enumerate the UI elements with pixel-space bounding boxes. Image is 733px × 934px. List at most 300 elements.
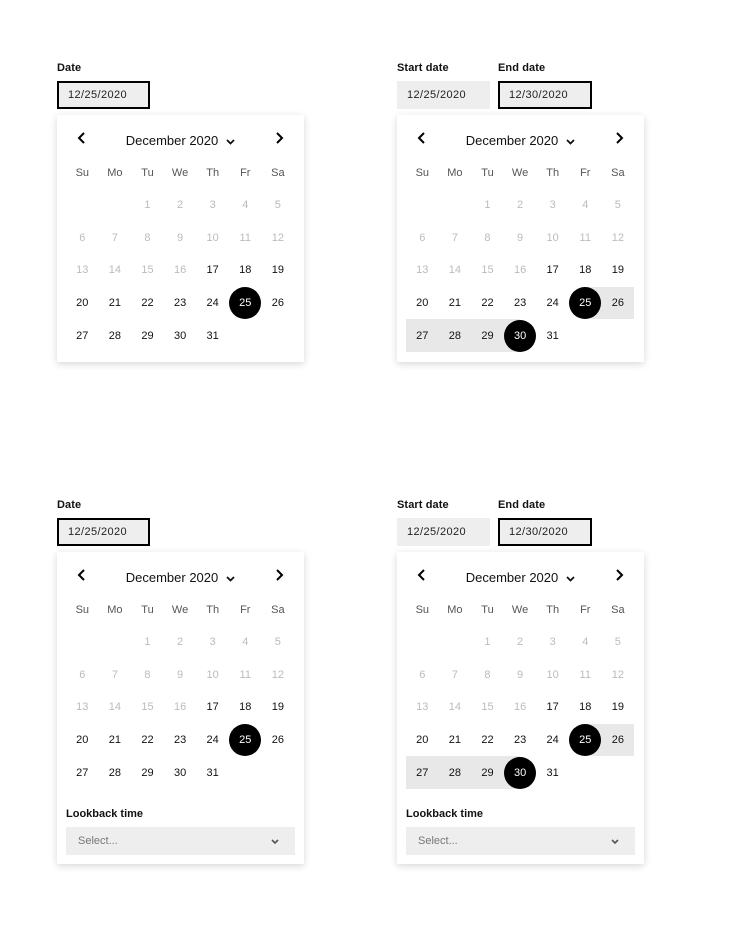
weekday-label: We — [511, 167, 529, 179]
day-cell[interactable] — [504, 319, 537, 352]
weekday-label: Th — [546, 604, 560, 616]
day-number: 18 — [239, 264, 252, 277]
day-number: 5 — [274, 199, 281, 212]
calendar-week-row — [406, 319, 634, 352]
day-cell[interactable] — [131, 724, 164, 757]
day-number: 7 — [111, 668, 118, 681]
weekday-label: Mo — [447, 604, 463, 616]
day-cell[interactable] — [569, 254, 602, 287]
empty-day-cell — [406, 626, 439, 659]
calendar-header — [397, 129, 644, 151]
day-number: 27 — [76, 766, 89, 779]
day-cell[interactable] — [504, 756, 537, 789]
day-number: 23 — [513, 297, 527, 310]
month-year-label: December 2020 — [465, 569, 559, 585]
month-year-dropdown[interactable] — [456, 566, 586, 588]
day-number: 27 — [76, 329, 89, 342]
day-cell[interactable] — [131, 287, 164, 320]
day-cell — [164, 691, 197, 724]
day-number: 29 — [481, 766, 494, 779]
day-number: 26 — [271, 297, 284, 310]
day-number: 25 — [569, 724, 601, 756]
day-cell — [504, 222, 537, 255]
input-value: 12/25/2020 — [68, 89, 128, 101]
weekday-label: We — [171, 167, 189, 179]
weekday-label: Th — [206, 604, 220, 616]
day-number: 19 — [611, 264, 624, 277]
calendar-week-row — [66, 287, 294, 320]
day-number: 20 — [416, 734, 429, 747]
day-number: 14 — [448, 264, 462, 277]
next-month-button[interactable] — [268, 129, 290, 151]
day-cell[interactable] — [569, 691, 602, 724]
day-cell[interactable] — [602, 254, 635, 287]
day-cell[interactable] — [196, 724, 229, 757]
weekday-label: Th — [206, 167, 220, 179]
month-year-dropdown[interactable] — [116, 566, 246, 588]
prev-month-button[interactable] — [411, 129, 433, 151]
day-number: 13 — [76, 701, 89, 714]
day-number: 18 — [579, 264, 592, 277]
empty-day-cell — [229, 319, 262, 352]
day-cell[interactable] — [439, 724, 472, 757]
day-cell — [504, 189, 537, 222]
day-cell — [196, 222, 229, 255]
day-cell[interactable] — [66, 756, 99, 789]
day-number: 16 — [513, 701, 527, 714]
month-year-label: December 2020 — [465, 132, 559, 148]
weekday-label: Sa — [271, 604, 285, 616]
day-number: 23 — [513, 734, 527, 747]
next-month-button[interactable] — [608, 566, 630, 588]
day-number: 15 — [481, 264, 494, 277]
day-cell[interactable] — [262, 254, 295, 287]
day-cell[interactable] — [536, 287, 569, 320]
calendar-header — [397, 566, 644, 588]
calendar-week-row — [66, 222, 294, 255]
date-input[interactable] — [57, 518, 150, 546]
prev-month-button[interactable] — [411, 566, 433, 588]
day-cell — [504, 659, 537, 692]
lookback-placeholder: Select... — [78, 835, 118, 847]
day-number: 22 — [141, 734, 154, 747]
calendar-header — [57, 566, 304, 588]
empty-day-cell — [569, 319, 602, 352]
day-cell[interactable] — [229, 287, 262, 320]
lookback-time-select[interactable] — [66, 827, 295, 855]
chevron-right-icon — [274, 131, 284, 149]
day-number: 16 — [173, 701, 187, 714]
chevron-left-icon — [77, 131, 87, 149]
calendar-grid — [66, 189, 294, 352]
day-number: 31 — [206, 329, 219, 342]
day-cell — [406, 659, 439, 692]
day-cell[interactable] — [164, 287, 197, 320]
day-number: 15 — [141, 264, 154, 277]
empty-day-cell — [262, 319, 295, 352]
day-number: 2 — [177, 636, 184, 649]
day-number: 31 — [206, 766, 219, 779]
calendar-popover — [397, 115, 644, 362]
calendar-week-row — [66, 724, 294, 757]
day-cell[interactable] — [196, 319, 229, 352]
day-number: 12 — [611, 231, 624, 244]
day-number: 17 — [206, 701, 219, 714]
date-input[interactable] — [57, 81, 150, 109]
day-number: 8 — [144, 668, 151, 681]
month-year-label: December 2020 — [125, 569, 219, 585]
day-number: 9 — [177, 668, 184, 681]
input-value: 12/30/2020 — [509, 526, 569, 538]
day-cell[interactable] — [471, 287, 504, 320]
day-number: 1 — [144, 636, 151, 649]
day-number: 20 — [76, 297, 89, 310]
day-number: 6 — [419, 231, 426, 244]
day-number: 11 — [239, 231, 251, 244]
day-cell[interactable] — [164, 319, 197, 352]
day-cell[interactable] — [99, 724, 132, 757]
day-cell — [471, 254, 504, 287]
day-cell — [471, 691, 504, 724]
lookback-time-select[interactable] — [406, 827, 635, 855]
day-cell — [536, 626, 569, 659]
empty-day-cell — [569, 756, 602, 789]
day-number: 2 — [177, 199, 184, 212]
day-number: 14 — [448, 701, 462, 714]
day-number: 25 — [229, 287, 261, 319]
lookback-placeholder: Select... — [418, 835, 458, 847]
day-cell — [536, 222, 569, 255]
day-cell[interactable] — [504, 724, 537, 757]
day-cell — [569, 626, 602, 659]
day-cell — [131, 222, 164, 255]
day-cell — [439, 254, 472, 287]
day-cell — [471, 189, 504, 222]
day-cell[interactable] — [439, 319, 472, 352]
empty-day-cell — [262, 756, 295, 789]
day-number: 25 — [569, 287, 601, 319]
day-cell — [164, 189, 197, 222]
weekday-header-row — [66, 604, 294, 616]
day-cell[interactable] — [99, 756, 132, 789]
day-number: 30 — [504, 757, 536, 789]
start-date-label: Start date — [397, 499, 449, 511]
weekday-label: Th — [546, 167, 560, 179]
day-cell[interactable] — [406, 287, 439, 320]
day-cell — [196, 659, 229, 692]
weekday-label: Tu — [141, 167, 154, 179]
day-cell — [131, 626, 164, 659]
day-cell[interactable] — [196, 254, 229, 287]
day-cell[interactable] — [602, 724, 635, 757]
day-number: 27 — [416, 766, 429, 779]
day-cell[interactable] — [536, 724, 569, 757]
day-number: 4 — [242, 199, 249, 212]
day-cell[interactable] — [406, 756, 439, 789]
weekday-label: Su — [75, 167, 90, 179]
day-cell — [66, 659, 99, 692]
prev-month-button[interactable] — [71, 129, 93, 151]
day-cell[interactable] — [66, 724, 99, 757]
day-cell — [602, 626, 635, 659]
day-cell — [164, 659, 197, 692]
day-number: 21 — [448, 297, 462, 310]
calendar-week-row — [406, 691, 634, 724]
weekday-label: Fr — [580, 604, 591, 616]
day-cell — [536, 189, 569, 222]
day-number: 20 — [416, 297, 429, 310]
day-cell — [131, 189, 164, 222]
day-number: 13 — [76, 264, 89, 277]
calendar-grid — [406, 189, 634, 352]
weekday-label: Mo — [107, 604, 123, 616]
calendar-week-row — [406, 254, 634, 287]
day-cell[interactable] — [229, 691, 262, 724]
day-cell[interactable] — [406, 319, 439, 352]
day-number: 17 — [206, 264, 219, 277]
day-cell[interactable] — [229, 254, 262, 287]
day-cell[interactable] — [262, 724, 295, 757]
weekday-label: We — [511, 604, 529, 616]
day-number: 29 — [141, 329, 154, 342]
day-cell[interactable] — [406, 724, 439, 757]
day-number: 31 — [546, 329, 559, 342]
next-month-button[interactable] — [268, 566, 290, 588]
day-cell[interactable] — [164, 756, 197, 789]
day-cell[interactable] — [471, 756, 504, 789]
day-number: 17 — [546, 264, 559, 277]
calendar-grid — [406, 626, 634, 789]
day-number: 12 — [271, 668, 284, 681]
day-cell[interactable] — [439, 287, 472, 320]
day-number: 31 — [546, 766, 559, 779]
day-number: 29 — [481, 329, 494, 342]
day-number: 17 — [546, 701, 559, 714]
calendar-popover — [57, 115, 304, 362]
empty-day-cell — [439, 189, 472, 222]
day-number: 1 — [484, 199, 491, 212]
end-date-input[interactable] — [498, 518, 592, 546]
weekday-label: Su — [75, 604, 90, 616]
day-cell[interactable] — [66, 319, 99, 352]
day-number: 10 — [206, 231, 219, 244]
day-number: 6 — [419, 668, 426, 681]
day-cell — [504, 254, 537, 287]
day-cell — [504, 691, 537, 724]
day-cell[interactable] — [262, 287, 295, 320]
chevron-down-icon — [271, 835, 279, 847]
day-number: 11 — [579, 231, 591, 244]
day-cell — [262, 626, 295, 659]
day-number: 8 — [484, 231, 491, 244]
day-cell[interactable] — [536, 691, 569, 724]
lookback-time-label: Lookback time — [66, 808, 144, 820]
next-month-button[interactable] — [608, 129, 630, 151]
day-cell[interactable] — [569, 287, 602, 320]
day-cell[interactable] — [229, 724, 262, 757]
day-cell — [99, 222, 132, 255]
day-number: 9 — [177, 231, 184, 244]
day-number: 28 — [108, 329, 122, 342]
day-number: 9 — [517, 231, 524, 244]
day-number: 3 — [549, 199, 556, 212]
day-cell — [66, 222, 99, 255]
lookback-time-label: Lookback time — [406, 808, 484, 820]
day-cell — [406, 222, 439, 255]
day-cell — [99, 691, 132, 724]
day-number: 14 — [108, 701, 122, 714]
prev-month-button[interactable] — [71, 566, 93, 588]
day-cell[interactable] — [471, 724, 504, 757]
day-cell[interactable] — [196, 691, 229, 724]
weekday-header-row — [66, 167, 294, 179]
day-cell — [439, 222, 472, 255]
day-cell — [164, 626, 197, 659]
day-number: 3 — [209, 199, 216, 212]
day-number: 5 — [274, 636, 281, 649]
weekday-label: Tu — [481, 167, 494, 179]
end-date-input[interactable] — [498, 81, 592, 109]
day-cell[interactable] — [66, 287, 99, 320]
start-date-label: Start date — [397, 62, 449, 74]
weekday-label: Tu — [141, 604, 154, 616]
day-number: 25 — [229, 724, 261, 756]
day-number: 3 — [549, 636, 556, 649]
date-label: Date — [57, 62, 82, 74]
day-cell[interactable] — [602, 691, 635, 724]
day-cell — [569, 222, 602, 255]
day-number: 16 — [513, 264, 527, 277]
day-cell — [229, 222, 262, 255]
day-cell[interactable] — [471, 319, 504, 352]
calendar-week-row — [66, 189, 294, 222]
day-number: 30 — [173, 766, 187, 779]
day-number: 1 — [144, 199, 151, 212]
day-cell — [229, 189, 262, 222]
day-cell[interactable] — [569, 724, 602, 757]
day-cell — [164, 222, 197, 255]
empty-day-cell — [66, 189, 99, 222]
day-number: 26 — [611, 297, 624, 310]
day-cell[interactable] — [196, 756, 229, 789]
day-number: 22 — [141, 297, 154, 310]
chevron-right-icon — [614, 568, 624, 586]
calendar-header — [57, 129, 304, 151]
day-cell — [536, 659, 569, 692]
empty-day-cell — [99, 189, 132, 222]
day-cell — [439, 691, 472, 724]
weekday-label: Sa — [611, 167, 625, 179]
calendar-week-row — [406, 222, 634, 255]
day-cell — [602, 189, 635, 222]
empty-day-cell — [229, 756, 262, 789]
month-year-dropdown[interactable] — [456, 129, 586, 151]
day-cell — [99, 659, 132, 692]
day-number: 1 — [484, 636, 491, 649]
day-cell[interactable] — [536, 756, 569, 789]
day-cell[interactable] — [131, 756, 164, 789]
month-year-dropdown[interactable] — [116, 129, 246, 151]
day-number: 20 — [76, 734, 89, 747]
weekday-label: Sa — [611, 604, 625, 616]
input-value: 12/25/2020 — [68, 526, 128, 538]
weekday-label: Sa — [271, 167, 285, 179]
day-cell — [131, 254, 164, 287]
day-cell — [471, 222, 504, 255]
day-cell[interactable] — [602, 287, 635, 320]
day-cell[interactable] — [99, 319, 132, 352]
day-number: 12 — [611, 668, 624, 681]
day-cell — [229, 626, 262, 659]
end-date-label: End date — [498, 62, 546, 74]
day-cell[interactable] — [131, 319, 164, 352]
day-cell[interactable] — [99, 287, 132, 320]
day-number: 22 — [481, 734, 494, 747]
chevron-left-icon — [77, 568, 87, 586]
chevron-down-icon — [566, 570, 575, 585]
start-date-input[interactable] — [397, 518, 490, 546]
day-number: 19 — [271, 264, 284, 277]
day-number: 21 — [448, 734, 462, 747]
weekday-label: Tu — [481, 604, 494, 616]
day-number: 28 — [448, 329, 462, 342]
day-cell[interactable] — [504, 287, 537, 320]
day-cell — [471, 626, 504, 659]
day-cell[interactable] — [262, 691, 295, 724]
calendar-week-row — [406, 756, 634, 789]
day-number: 26 — [611, 734, 624, 747]
day-number: 27 — [416, 329, 429, 342]
calendar-week-row — [66, 319, 294, 352]
day-number: 13 — [416, 264, 429, 277]
day-cell[interactable] — [196, 287, 229, 320]
weekday-header-row — [406, 604, 634, 616]
day-number: 28 — [448, 766, 462, 779]
end-date-label: End date — [498, 499, 546, 511]
calendar-week-row — [406, 287, 634, 320]
date-label: Date — [57, 499, 82, 511]
chevron-down-icon — [611, 835, 619, 847]
day-cell — [262, 189, 295, 222]
empty-day-cell — [602, 756, 635, 789]
weekday-label: Fr — [240, 604, 251, 616]
day-number: 6 — [79, 231, 86, 244]
day-cell — [602, 222, 635, 255]
day-number: 16 — [173, 264, 187, 277]
day-cell[interactable] — [439, 756, 472, 789]
day-cell[interactable] — [164, 724, 197, 757]
day-cell — [229, 659, 262, 692]
calendar-week-row — [66, 254, 294, 287]
calendar-week-row — [406, 189, 634, 222]
weekday-label: Mo — [447, 167, 463, 179]
input-value: 12/25/2020 — [407, 526, 467, 538]
day-number: 4 — [242, 636, 249, 649]
day-cell — [196, 189, 229, 222]
day-cell[interactable] — [536, 319, 569, 352]
start-date-input[interactable] — [397, 81, 490, 109]
day-number: 11 — [239, 668, 251, 681]
weekday-label: Fr — [580, 167, 591, 179]
day-number: 24 — [546, 734, 559, 747]
day-cell[interactable] — [536, 254, 569, 287]
day-number: 13 — [416, 701, 429, 714]
day-number: 18 — [579, 701, 592, 714]
day-number: 15 — [141, 701, 154, 714]
day-number: 5 — [614, 199, 621, 212]
day-number: 23 — [173, 734, 187, 747]
chevron-down-icon — [226, 133, 235, 148]
